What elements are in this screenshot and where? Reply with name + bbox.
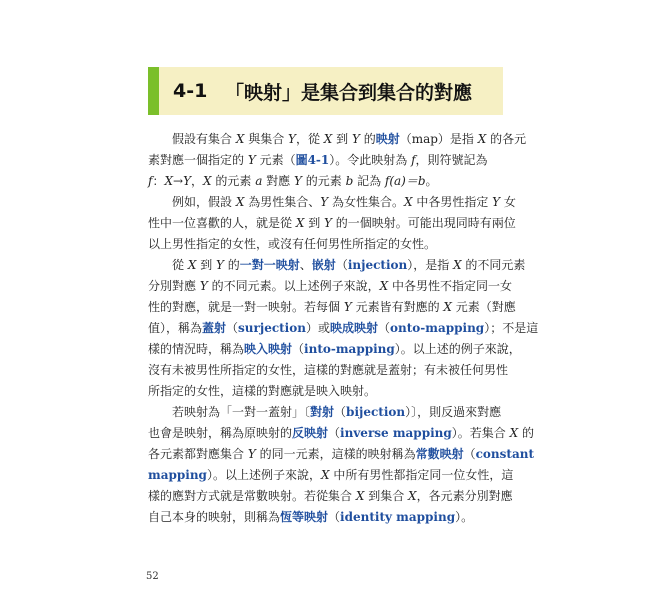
text-segment: 所指定的女性，這樣的對應就是映入映射。 <box>148 384 377 398</box>
text-segment: b <box>345 174 354 188</box>
key-term: 映入映射 <box>244 342 293 356</box>
text-line <box>148 486 513 507</box>
text-segment: 到集合 <box>364 489 409 503</box>
key-term: 映成映射 <box>329 321 378 335</box>
text-segment: 元素（對應 <box>451 300 516 314</box>
text-segment: f(a)＝b <box>384 174 426 188</box>
text-segment: ）。令此映射為 <box>329 153 412 167</box>
text-line <box>148 171 506 192</box>
text-segment: Y <box>247 447 256 461</box>
figure-reference: 圖4-1 <box>295 153 330 167</box>
text-segment: 元素（ <box>255 153 296 167</box>
text-segment: X <box>235 195 245 209</box>
text-segment: f <box>411 153 416 167</box>
text-segment: ，各元素分別對應 <box>416 489 513 503</box>
text-segment: Y <box>247 153 256 167</box>
text-segment: 的不同元素 <box>461 258 526 272</box>
text-line <box>148 213 516 234</box>
text-segment: 到 <box>332 132 352 146</box>
text-line <box>148 255 526 276</box>
text-line <box>148 402 506 423</box>
key-term: 反映射 <box>292 426 329 440</box>
text-segment: 。 <box>425 174 438 188</box>
paragraph <box>148 192 516 255</box>
key-term: bijection <box>346 405 406 419</box>
text-segment: Y <box>320 195 329 209</box>
text-segment: 到 <box>304 216 325 230</box>
paragraph <box>148 402 534 528</box>
text-segment: 與集合 <box>244 132 289 146</box>
text-segment: X→Y <box>164 174 191 188</box>
text-line <box>148 423 534 444</box>
text-segment: 自己本身的映射，則稱為 <box>148 510 281 524</box>
key-term: 映射 <box>375 132 400 146</box>
text-segment: X <box>379 279 389 293</box>
section-number: 4-1 <box>173 80 208 102</box>
text-segment: 的一個映射。可能出現同時有兩位 <box>331 216 516 230</box>
text-segment: 樣的情況時，稱為 <box>148 342 245 356</box>
text-segment: 中所有男性都指定同一位女性，這 <box>329 468 514 482</box>
text-segment: 素對應一個指定的 <box>148 153 248 167</box>
text-line <box>148 381 506 402</box>
text-segment: ： <box>152 174 165 188</box>
text-segment: ，從 <box>295 132 324 146</box>
text-segment: X <box>235 132 245 146</box>
text-segment: ）或 <box>305 321 330 335</box>
text-segment: X <box>509 426 519 440</box>
text-segment: 分別對應 <box>148 279 200 293</box>
text-segment: 對應 <box>262 174 294 188</box>
key-term: constant <box>475 447 534 461</box>
text-segment: 女 <box>500 195 516 209</box>
text-segment: 的元素 <box>211 174 256 188</box>
text-segment: ）。以上述例子來說， <box>206 468 321 482</box>
text-line <box>148 234 506 255</box>
text-segment: 沒有未被男性所指定的女性，這樣的對應就是蓋射；有未被任何男性 <box>148 363 509 377</box>
text-line <box>148 318 539 339</box>
text-segment: 例如，假設 <box>148 195 236 209</box>
text-segment: X <box>453 258 462 272</box>
text-segment: Y <box>199 279 208 293</box>
text-segment: X <box>320 468 330 482</box>
text-segment: 也會是映射，稱為原映射的 <box>148 426 293 440</box>
text-segment: X <box>203 174 212 188</box>
paragraph <box>148 255 539 402</box>
key-term: inverse mapping <box>340 426 452 440</box>
text-segment: 以上男性指定的女性，或沒有任何男性所指定的女性。 <box>148 237 437 251</box>
text-segment: 的元素 <box>301 174 346 188</box>
text-segment: （ <box>334 405 347 419</box>
text-segment: 的 <box>359 132 376 146</box>
text-line <box>148 339 521 360</box>
text-segment: X <box>403 195 413 209</box>
text-segment: ，則符號記為 <box>415 153 488 167</box>
text-segment: 的 <box>518 426 534 440</box>
text-segment: ， <box>191 174 204 188</box>
text-segment: X <box>323 132 333 146</box>
text-segment: （ <box>292 342 305 356</box>
text-segment: 元素皆有對應的 <box>351 300 444 314</box>
key-term: identity mapping <box>340 510 456 524</box>
text-segment: 樣的應對方式就是常數映射。若從集合 <box>148 489 356 503</box>
text-line <box>148 150 506 171</box>
text-segment: 性的對應，就是一對一映射。若每個 <box>148 300 344 314</box>
key-term: 蓋射 <box>202 321 227 335</box>
section-header <box>148 67 503 115</box>
text-segment: 值），稱為 <box>148 321 203 335</box>
text-segment: ）〕，則反過來對應 <box>405 405 502 419</box>
key-term: 一對一映射 <box>239 258 300 272</box>
text-segment: X <box>477 132 487 146</box>
text-segment: 性中一位喜歡的人，就是從 <box>148 216 296 230</box>
text-segment: 從 <box>148 258 188 272</box>
text-segment: ）。以上述的例子來說， <box>394 342 521 356</box>
text-segment: 、 <box>299 258 312 272</box>
text-segment: （ <box>226 321 239 335</box>
text-segment: （ <box>328 426 341 440</box>
text-segment: f <box>148 174 153 188</box>
text-line <box>148 192 516 213</box>
text-line <box>148 129 527 150</box>
text-segment: Y <box>351 132 360 146</box>
key-term: into-mapping <box>304 342 395 356</box>
text-segment: Y <box>216 258 224 272</box>
text-segment: 中各男性不指定同一女 <box>388 279 512 293</box>
text-segment: （ <box>378 321 391 335</box>
section-title: 「映射」是集合到集合的對應 <box>225 81 473 104</box>
text-segment: 假設有集合 <box>148 132 236 146</box>
text-segment: 的同一元素，這樣的映射稱為 <box>255 447 416 461</box>
key-term: 對射 <box>310 405 335 419</box>
key-term: 恆等映射 <box>280 510 329 524</box>
text-segment: （map）是指 <box>399 132 478 146</box>
text-segment: Y <box>324 216 332 230</box>
text-segment: Y <box>294 174 302 188</box>
key-term: 嵌射 <box>311 258 336 272</box>
header-accent-bar <box>148 67 159 115</box>
text-segment: （ <box>335 258 348 272</box>
body-text <box>148 129 539 528</box>
key-term: injection <box>347 258 408 272</box>
text-line <box>148 465 514 486</box>
text-segment: 的各元 <box>486 132 527 146</box>
key-term: surjection <box>238 321 306 335</box>
text-segment: 到 <box>196 258 217 272</box>
text-segment: ）；不是這 <box>484 321 539 335</box>
text-segment: 的 <box>223 258 240 272</box>
text-segment: ）。 <box>455 510 474 524</box>
text-segment: ）。若集合 <box>451 426 510 440</box>
page-number: 52 <box>146 571 159 582</box>
text-line <box>148 276 512 297</box>
text-segment: 為女性集合。 <box>328 195 404 209</box>
text-segment: 為男性集合、 <box>244 195 321 209</box>
text-segment: 若映射為「一對一蓋射」〔 <box>148 405 311 419</box>
key-term: 常數映射 <box>415 447 464 461</box>
text-segment: Y <box>288 132 296 146</box>
text-segment: ），是指 <box>407 258 454 272</box>
key-term: onto-mapping <box>390 321 485 335</box>
text-segment: 各元素都對應集合 <box>148 447 248 461</box>
text-segment: X <box>295 216 305 230</box>
text-segment: X <box>187 258 197 272</box>
text-segment: 的不同元素。以上述例子來說， <box>207 279 380 293</box>
text-line <box>148 297 516 318</box>
text-segment: X <box>408 489 417 503</box>
text-segment: Y <box>343 300 352 314</box>
key-term: mapping <box>148 468 207 482</box>
text-segment: （ <box>463 447 476 461</box>
text-line <box>148 444 534 465</box>
text-segment: 中各男性指定 <box>412 195 493 209</box>
text-segment: （ <box>328 510 341 524</box>
text-segment: 記為 <box>353 174 385 188</box>
text-segment: Y <box>492 195 501 209</box>
text-segment: a <box>255 174 263 188</box>
text-segment: X <box>443 300 452 314</box>
paragraph <box>148 129 527 192</box>
text-line <box>148 507 506 528</box>
text-segment: X <box>355 489 365 503</box>
text-line <box>148 360 509 381</box>
